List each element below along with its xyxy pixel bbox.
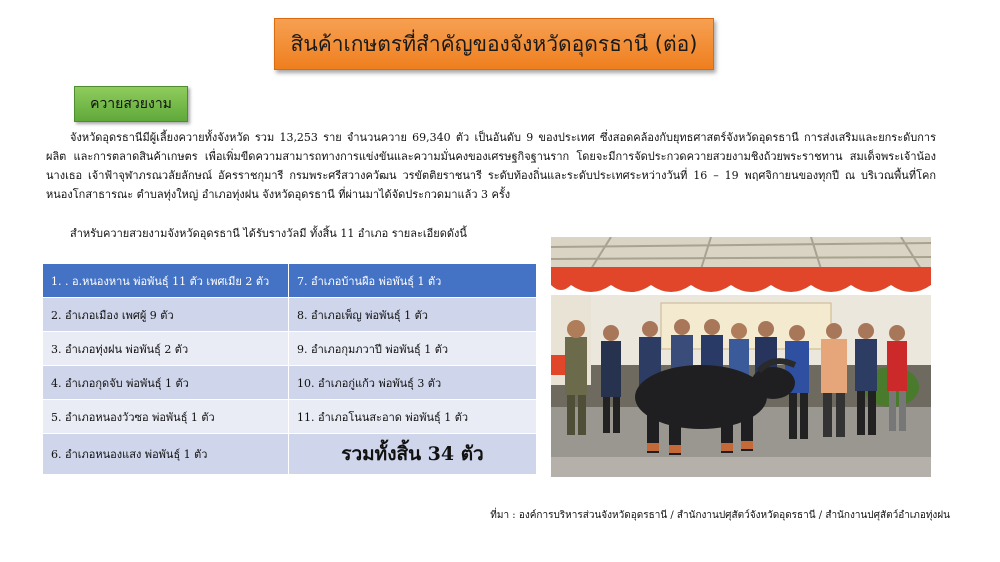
table-cell: 3. อำเภอทุ่งฝน พ่อพันธุ์ 2 ตัว bbox=[43, 332, 289, 366]
table-row bbox=[43, 366, 537, 400]
table-row bbox=[43, 400, 537, 434]
source-note: ที่มา : องค์การบริหารส่วนจังหวัดอุดรธานี / สำนักงานปศุสัตว์จังหวัดอุดรธานี / สำนักงานปศุสัตว์อำเภอทุ่งฝน bbox=[490, 510, 950, 521]
table-cell: 4. อำเภอกุดจับ พ่อพันธุ์ 1 ตัว bbox=[43, 366, 289, 400]
table-total-cell: รวมทั้งสิ้น 34 ตัว bbox=[289, 434, 537, 475]
table-row bbox=[43, 298, 537, 332]
table-cell: 5. อำเภอหนองวัวซอ พ่อพันธุ์ 1 ตัว bbox=[43, 400, 289, 434]
award-paragraph: สำหรับควายสวยงามจังหวัดอุดรธานี ได้รับรางวัลมี ทั้งสิ้น 11 อำเภอ รายละเอียดดังนี้ bbox=[70, 227, 467, 240]
section-subtitle: ควายสวยงาม bbox=[74, 86, 188, 122]
table-cell: 8. อำเภอเพ็ญ พ่อพันธุ์ 1 ตัว bbox=[289, 298, 537, 332]
buffalo-contest-photo bbox=[551, 237, 931, 477]
table-cell: 6. อำเภอหนองแสง พ่อพันธุ์ 1 ตัว bbox=[43, 434, 289, 475]
table-cell: 1. . อ.หนองหาน พ่อพันธุ์ 11 ตัว เพศเมีย 2 ตัว bbox=[43, 264, 289, 298]
table-row bbox=[43, 264, 537, 298]
table-cell: 2. อำเภอเมือง เพศผู้ 9 ตัว bbox=[43, 298, 289, 332]
table-row bbox=[43, 332, 537, 366]
page-title: สินค้าเกษตรที่สำคัญของจังหวัดอุดรธานี (ต่อ) bbox=[274, 18, 714, 70]
intro-paragraph: จังหวัดอุดรธานีมีผู้เลี้ยงควายทั้งจังหวัด รวม 13,253 ราย จำนวนควาย 69,340 ตัว เป็นอันดับ 9 ของประเทศ ซึ่งสอดคล้องกับยุทธศาสตร์จังหวัดอุดรธานี การส่งเสริมและยกระดับการผลิต และการตลาดสินค้าเกษตร เพื่อเพิ่มขีดความสามารถทางการแข่งขันและความมั่นคงของเศรษฐกิจฐานราก โดยจะมีการจัดประกวดควายสวยงามชิงถ้วยพระราชทาน สมเด็จพระเจ้าน้องนางเธอ เจ้าฟ้าจุฬาภรณวลัยลักษณ์ อัครราชกุมารี กรมพระศรีสวางควัฒน วรขัตติยราชนารี ระดับท้องถิ่นและระดับประเทศระหว่างวันที่ 16 – 19 พฤศจิกายนของทุกปี ณ บริเวณพื้นที่โคกหนองโกสาธารณะ ตำบลทุ่งใหญ่ อำเภอทุ่งฝน จังหวัดอุดรธานี ที่ผ่านมาได้จัดประกวดมาแล้ว 3 ครั้ง bbox=[46, 131, 936, 201]
table-cell: 9. อำเภอกุมภวาปี พ่อพันธุ์ 1 ตัว bbox=[289, 332, 537, 366]
table-cell: 7. อำเภอบ้านผือ พ่อพันธุ์ 1 ตัว bbox=[289, 264, 537, 298]
table-cell: 10. อำเภอกู่แก้ว พ่อพันธุ์ 3 ตัว bbox=[289, 366, 537, 400]
award-table bbox=[42, 263, 537, 475]
table-cell: 11. อำเภอโนนสะอาด พ่อพันธุ์ 1 ตัว bbox=[289, 400, 537, 434]
table-row bbox=[43, 434, 537, 475]
